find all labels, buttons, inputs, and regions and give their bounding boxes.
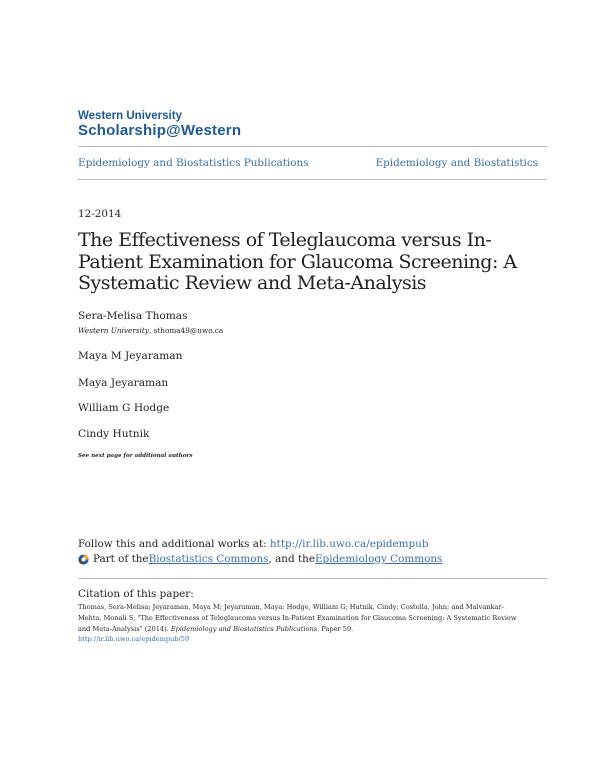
epidemiology-commons-link[interactable]: Epidemiology Commons bbox=[314, 553, 443, 565]
department-link[interactable]: Epidemiology and Biostatistics bbox=[375, 157, 538, 169]
divider-nav bbox=[78, 179, 547, 180]
citation-journal: Epidemiology and Biostatistics Publications. bbox=[170, 625, 320, 634]
follow-line bbox=[78, 538, 428, 550]
part-of-line bbox=[78, 553, 442, 565]
paper-title: The Effectiveness of Teleglaucoma versus In-Patient Examination for Glaucoma Screening: A Systematic Review and Meta-Analysis bbox=[78, 229, 517, 294]
divider-top bbox=[78, 146, 547, 147]
series-link[interactable]: Epidemiology and Biostatistics Publications bbox=[78, 157, 309, 169]
divider-citation bbox=[78, 578, 547, 579]
author-name: Maya M Jeyaraman bbox=[78, 350, 183, 362]
author-name: William G Hodge bbox=[78, 402, 170, 414]
follow-text: Follow this and additional works at: bbox=[78, 538, 270, 550]
part-of-mid: , and the bbox=[268, 553, 315, 565]
affiliation-text: Western University bbox=[78, 326, 149, 335]
author-email[interactable]: , sthoma49@uwo.ca bbox=[148, 326, 224, 335]
publication-date: 12-2014 bbox=[78, 208, 122, 220]
author-name: Maya Jeyaraman bbox=[78, 377, 169, 389]
repository-name[interactable]: Scholarship@Western bbox=[78, 122, 242, 139]
first-author-affiliation bbox=[78, 326, 223, 335]
citation-paper: Paper 59. bbox=[319, 625, 354, 634]
part-of-prefix: Part of the bbox=[93, 553, 149, 565]
collection-link[interactable]: http://ir.lib.uwo.ca/epidempub bbox=[269, 538, 429, 550]
author-name: Cindy Hutnik bbox=[78, 428, 150, 440]
biostatistics-commons-link[interactable]: Biostatistics Commons bbox=[148, 553, 269, 565]
citation-text bbox=[78, 602, 523, 636]
citation-heading: Citation of this paper: bbox=[78, 588, 194, 600]
first-author-name: Sera-Melisa Thomas bbox=[78, 310, 188, 322]
institution-name[interactable]: Western University bbox=[78, 110, 182, 122]
more-authors-note: See next page for additional authors bbox=[78, 453, 193, 459]
citation-main: Thomas, Sera-Melisa; Jeyaraman, Maya M; Jeyaraman, Maya; Hodge, William G; Hutnik, Cindy; Costella, John; and Malvankar-Mehta, Monali S, "The Effectiveness of Teleglaucoma versus In-Patient Examination for Glaucoma Screening: A Systematic Review and Meta-Analysis" (2014). bbox=[78, 603, 517, 634]
commons-logo-icon bbox=[78, 554, 89, 565]
citation-url[interactable]: http://ir.lib.uwo.ca/epidempub/59 bbox=[78, 635, 190, 643]
